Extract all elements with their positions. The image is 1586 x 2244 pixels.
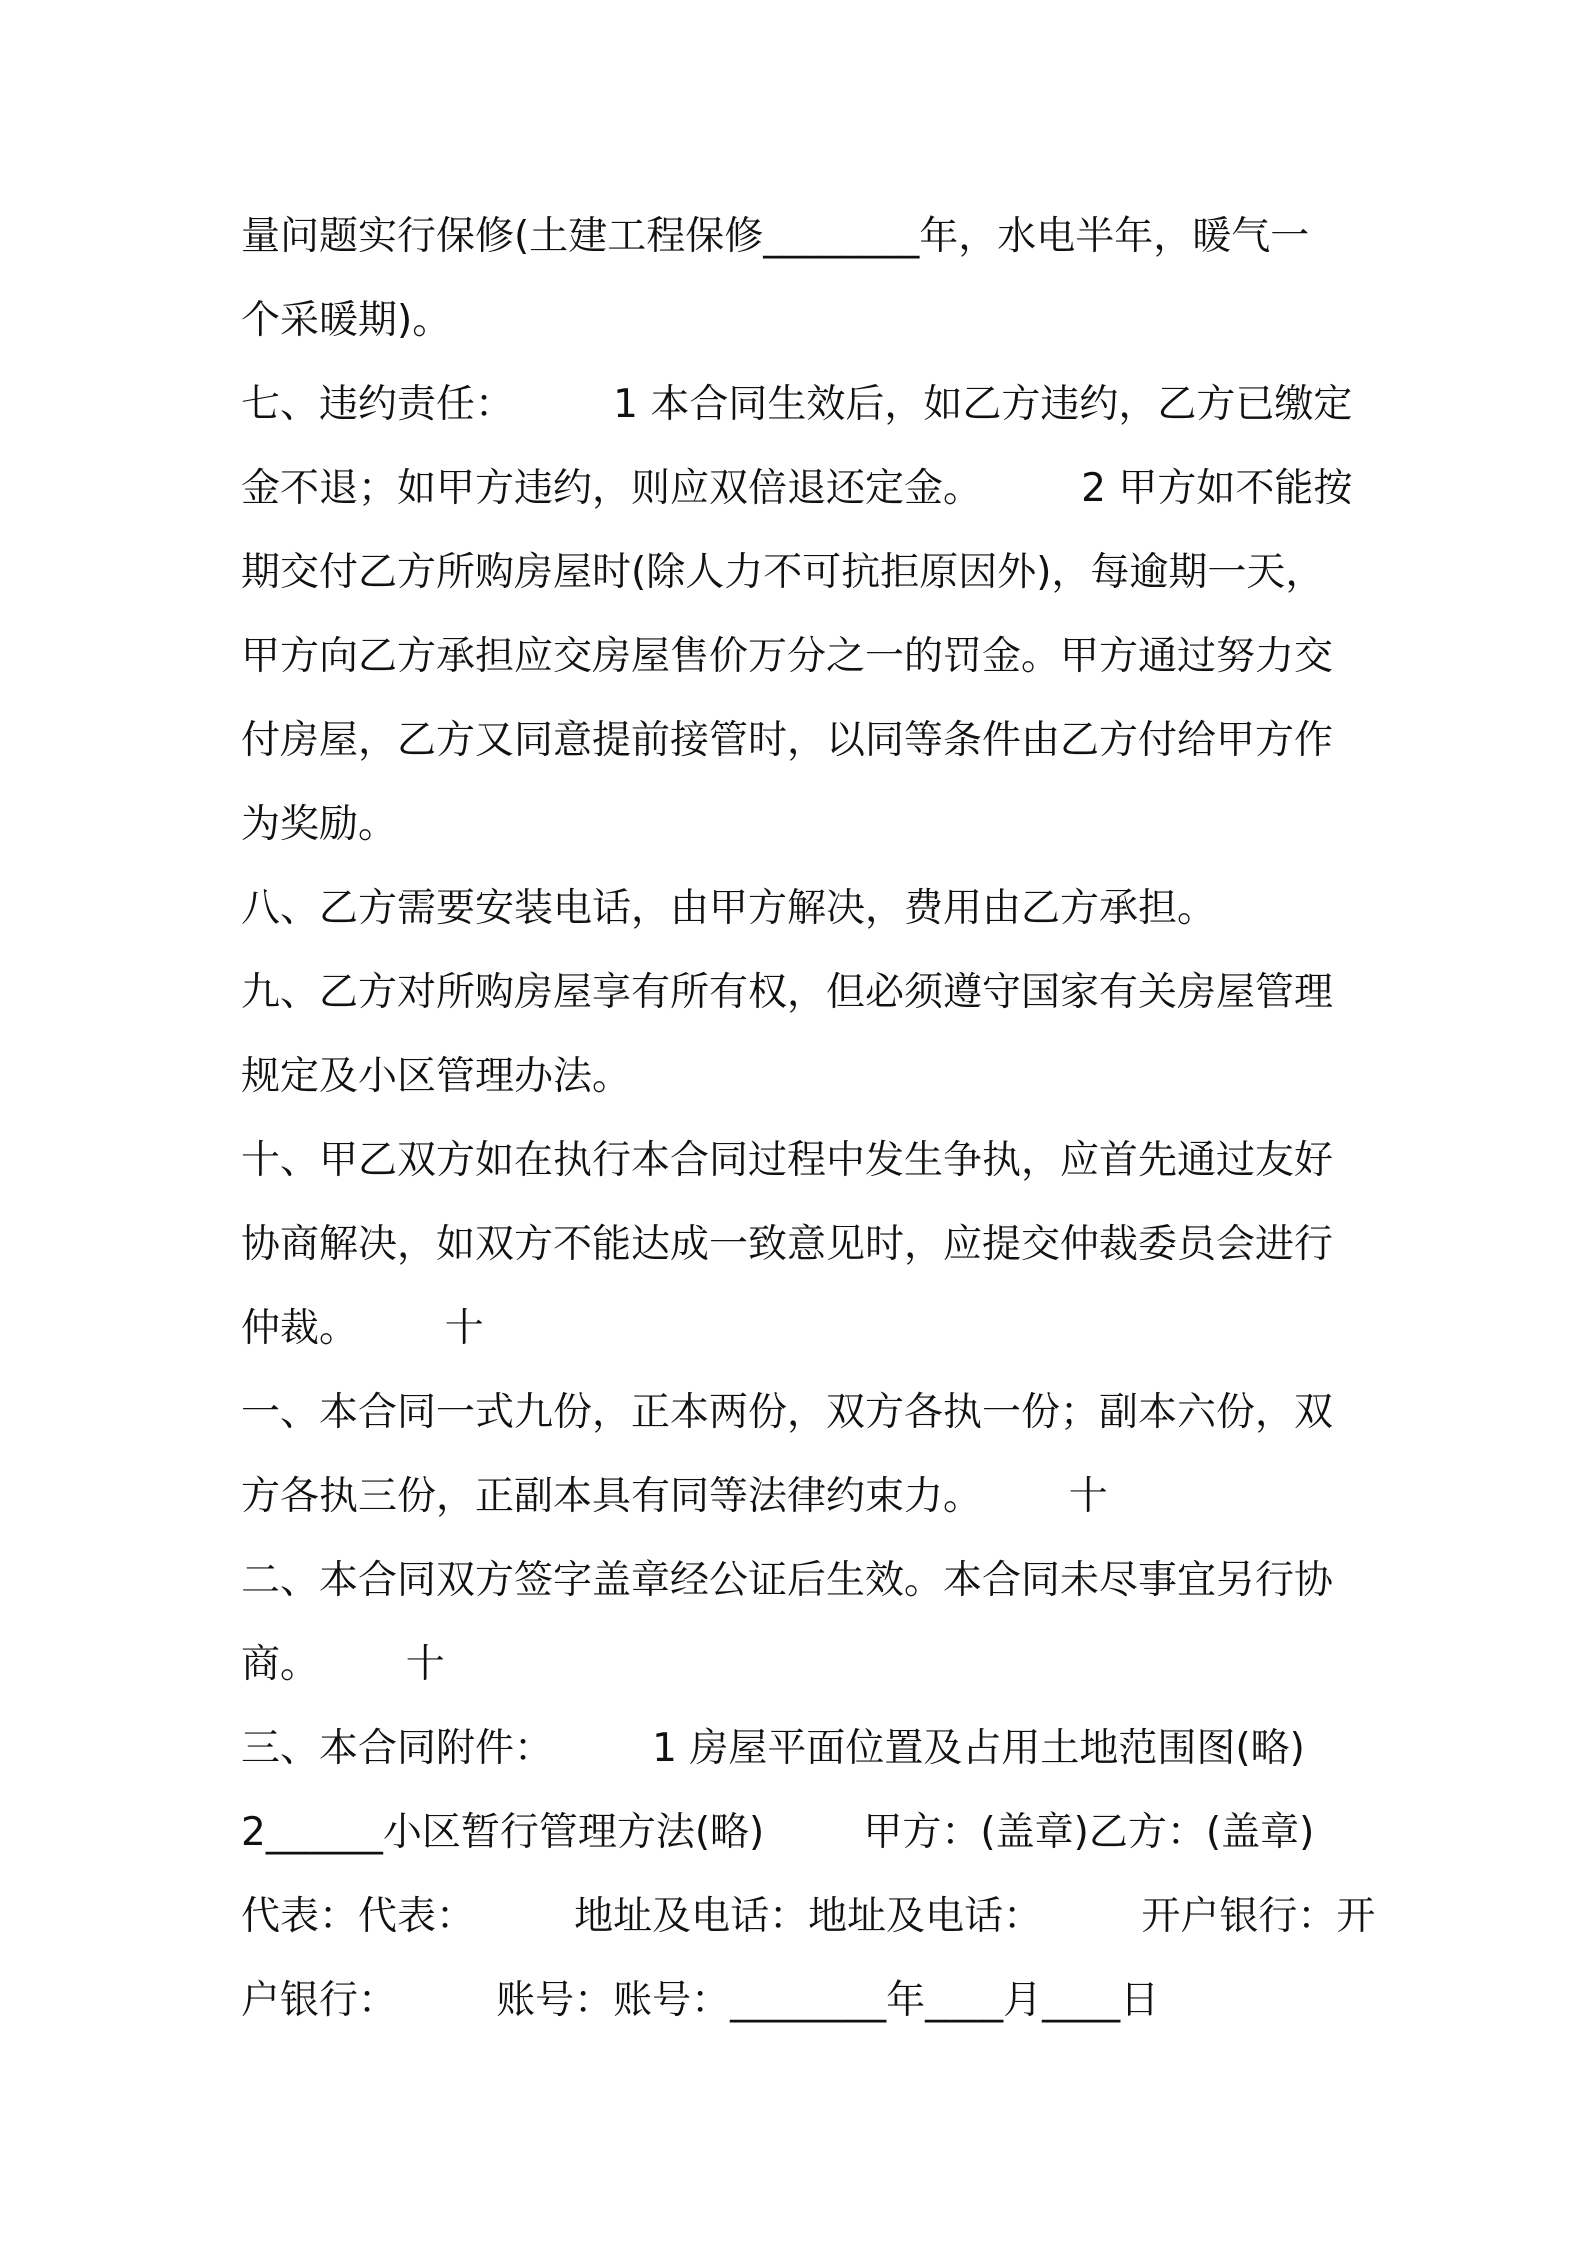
text-line: 仲裁。 十: [241, 1306, 484, 1351]
contract-text-body: [241, 195, 1376, 2043]
text-line: 量问题实行保修(土建工程保修________年，水电半年，暖气一: [241, 214, 1310, 259]
text-line: 金不退；如甲方违约，则应双倍退还定金。 2 甲方如不能按: [241, 466, 1353, 511]
text-line: 户银行： 账号：账号：________年____月____日: [241, 1978, 1160, 2023]
text-line: 为奖励。: [241, 802, 398, 847]
text-line: 方各执三份，正副本具有同等法律约束力。 十: [241, 1474, 1108, 1519]
text-line: 规定及小区管理办法。: [241, 1054, 632, 1099]
text-line: 十、甲乙双方如在执行本合同过程中发生争执，应首先通过友好: [241, 1138, 1334, 1183]
text-line: 二、本合同双方签字盖章经公证后生效。本合同未尽事宜另行协: [241, 1558, 1334, 1603]
text-line: 代表：代表： 地址及电话：地址及电话： 开户银行：开: [241, 1894, 1376, 1939]
text-line: 一、本合同一式九份，正本两份，双方各执一份；副本六份，双: [241, 1390, 1334, 1435]
text-line: 商。 十: [241, 1642, 445, 1687]
text-line: 个采暖期)。: [241, 298, 452, 343]
text-line: 付房屋，乙方又同意提前接管时，以同等条件由乙方付给甲方作: [241, 718, 1334, 763]
text-line: 协商解决，如双方不能达成一致意见时，应提交仲裁委员会进行: [241, 1222, 1334, 1267]
text-line: 九、乙方对所购房屋享有所有权，但必须遵守国家有关房屋管理: [241, 970, 1334, 1015]
text-line: 七、违约责任： 1 本合同生效后，如乙方违约，乙方已缴定: [241, 382, 1353, 427]
text-line: 甲方向乙方承担应交房屋售价万分之一的罚金。甲方通过努力交: [241, 634, 1334, 679]
text-line: 2______小区暂行管理方法(略) 甲方：(盖章)乙方：(盖章): [241, 1810, 1315, 1855]
text-line: 期交付乙方所购房屋时(除人力不可抗拒原因外)，每逾期一天，: [241, 550, 1325, 595]
text-line: 八、乙方需要安装电话，由甲方解决，费用由乙方承担。: [241, 886, 1217, 931]
text-line: 三、本合同附件： 1 房屋平面位置及占用土地范围图(略): [241, 1726, 1305, 1771]
